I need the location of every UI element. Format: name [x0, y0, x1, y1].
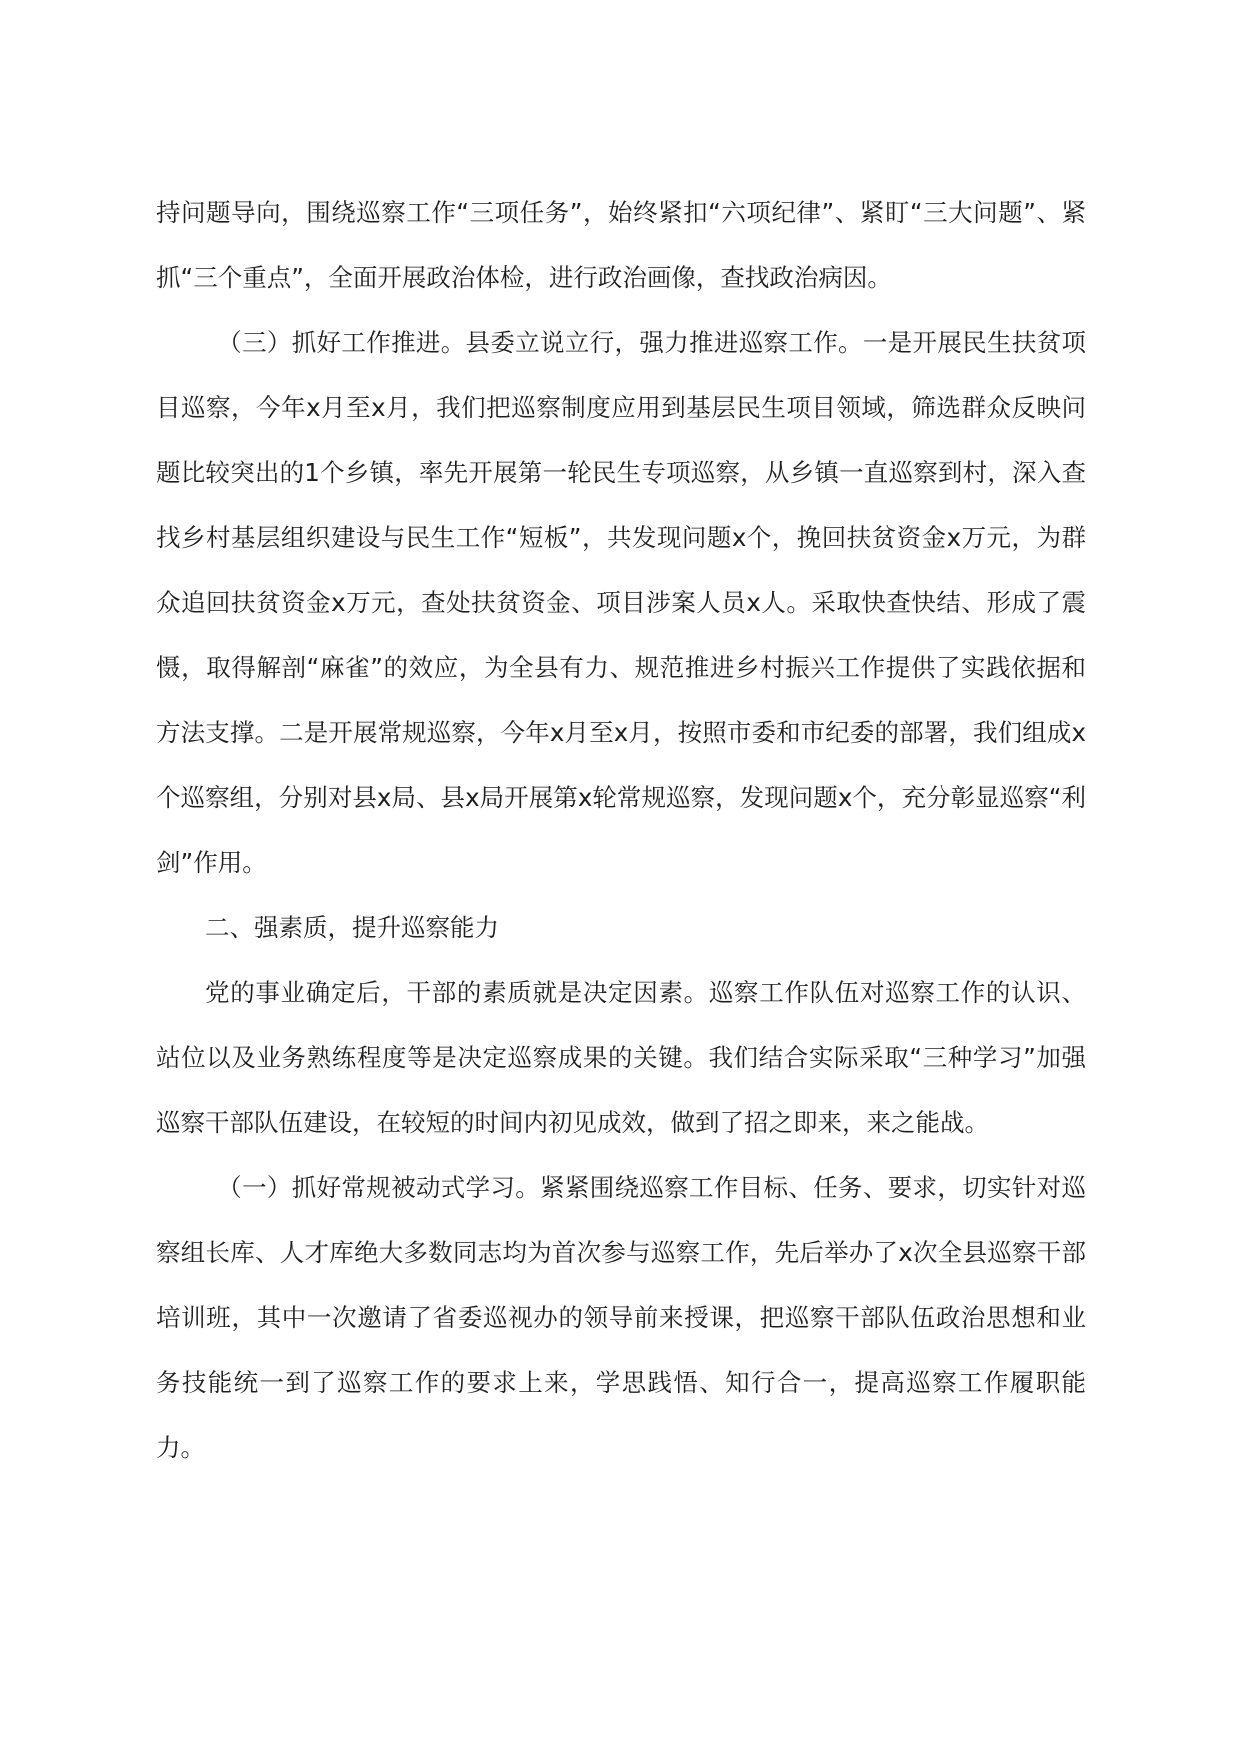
document-page [156, 180, 1086, 1480]
section-heading-2: 二、强素质，提升巡察能力 [205, 913, 499, 942]
paragraph-item-3-work-promotion: （三）抓好工作推进。县委立说立行，强力推进巡察工作。一是开展民生扶贫项目巡察，今年x月至x月，我们把巡察制度应用到基层民生项目领域，筛选群众反映问题比较突出的1个乡镇，率先开展第一轮民生专项巡察，从乡镇一直巡察到村，深入查找乡村基层组织建设与民生工作“短板”，共发现问题x个，挽回扶贫资金x万元，为群众追回扶贫资金x万元，查处扶贫资金、项目涉案人员x人。采取快查快结、形成了震慑，取得解剖“麻雀”的效应，为全县有力、规范推进乡村振兴工作提供了实践依据和方法支撑。二是开展常规巡察，今年x月至x月，按照市委和市纪委的部署，我们组成x个巡察组，分别对县x局、县x局开展第x轮常规巡察，发现问题x个，充分彰显巡察“利剑”作用。 [156, 328, 1086, 877]
paragraph-item-1-routine-learning: （一）抓好常规被动式学习。紧紧围绕巡察工作目标、任务、要求，切实针对巡察组长库、人才库绝大多数同志均为首次参与巡察工作，先后举办了x次全县巡察干部培训班，其中一次邀请了省委巡视办的领导前来授课，把巡察干部队伍政治思想和业务技能统一到了巡察工作的要求上来，学思践悟、知行合一，提高巡察工作履职能力。 [156, 1173, 1086, 1462]
paragraph-continuation: 持问题导向，围绕巡察工作“三项任务”，始终紧扣“六项纪律”、紧盯“三大问题”、紧抓“三个重点”，全面开展政治体检，进行政治画像，查找政治病因。 [156, 198, 1086, 292]
paragraph-section-2-intro: 党的事业确定后，干部的素质就是决定因素。巡察工作队伍对巡察工作的认识、站位以及业务熟练程度等是决定巡察成果的关键。我们结合实际采取“三种学习”加强巡察干部队伍建设，在较短的时间内初见成效，做到了招之即来，来之能战。 [156, 978, 1086, 1137]
